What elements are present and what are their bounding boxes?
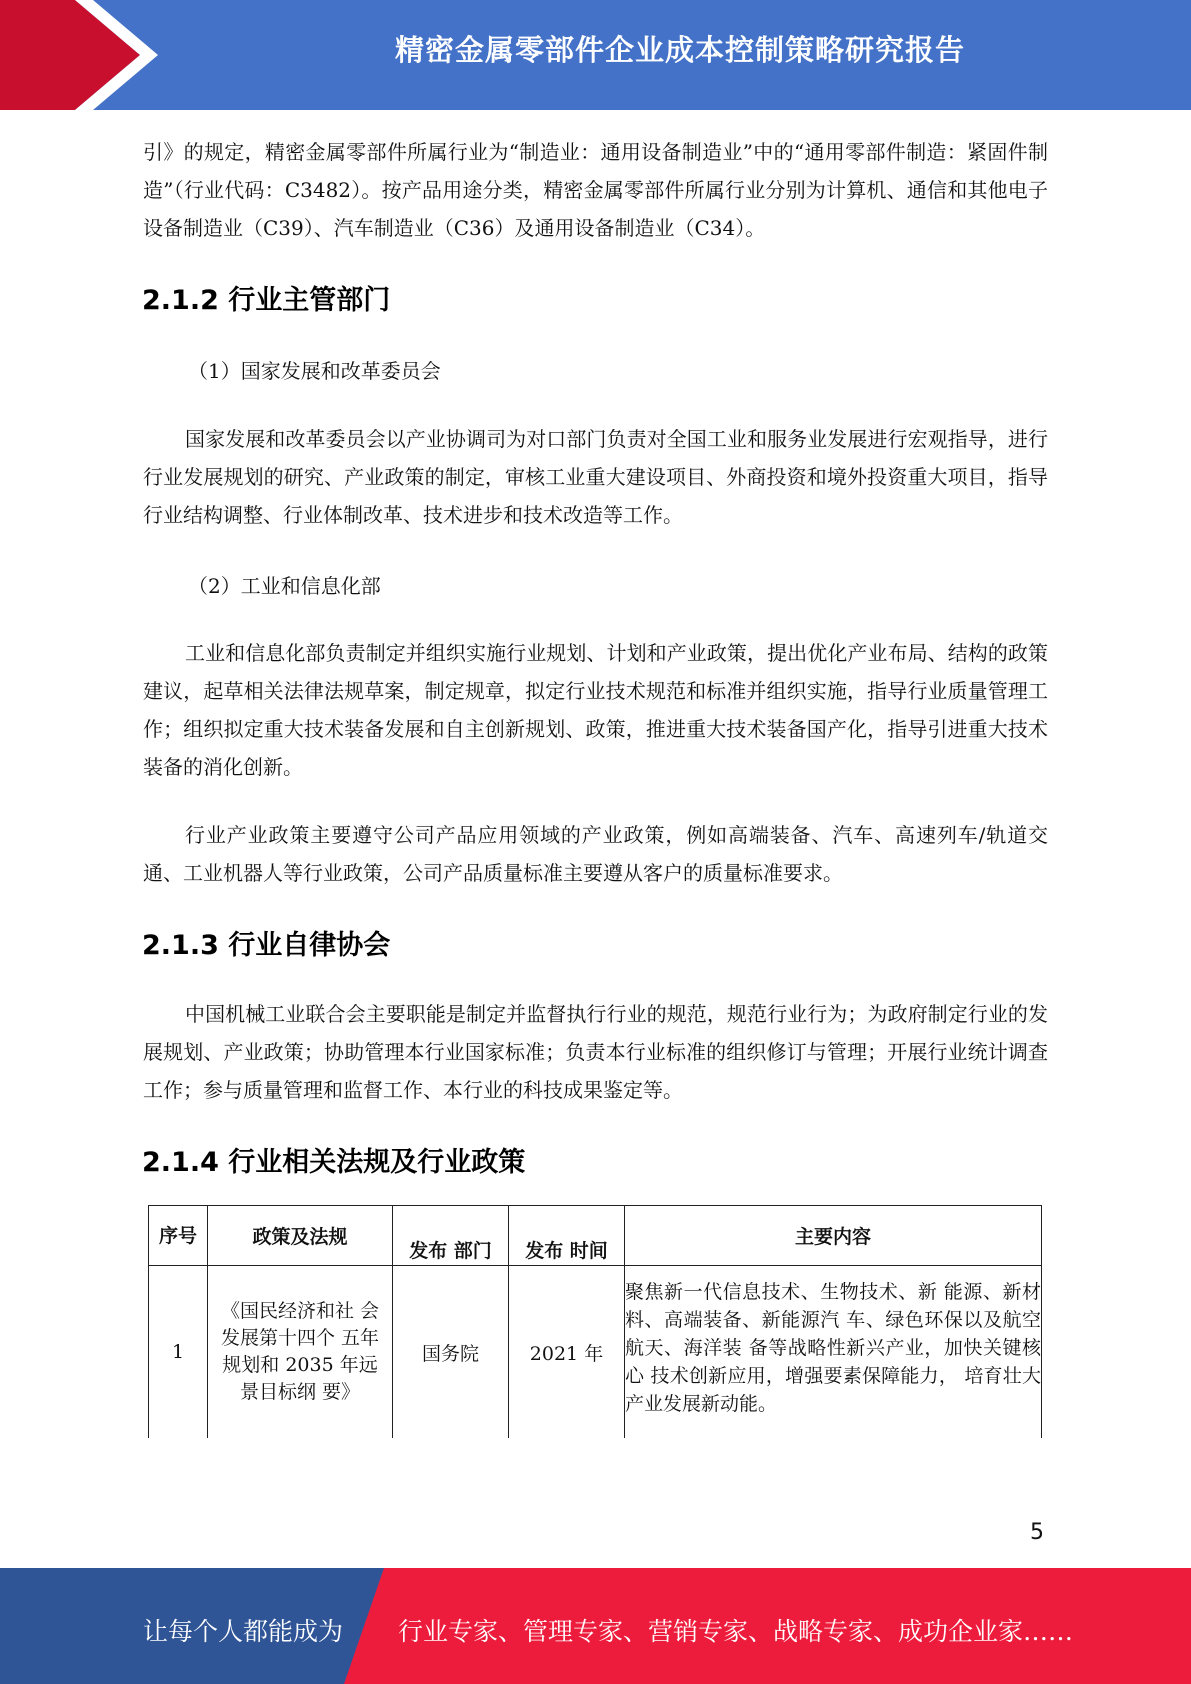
header-dept: 发布 部门 — [393, 1206, 509, 1266]
footer-slogan-right: 行业专家、管理专家、营销专家、战略专家、成功企业家…… — [398, 1617, 1074, 1646]
association-paragraph: 中国机械工业联合会主要职能是制定并监督执行行业的规范，规范行业行为；为政府制定行业的发展规划、产业政策；协助管理本行业国家标准；负责本行业标准的组织修订与管理；开展行业统计调查工作；参与质量管理和监督工作、本行业的科技成果鉴定等。 — [143, 1002, 1048, 1102]
report-title: 精密金属零部件企业成本控制策略研究报告 — [394, 33, 965, 67]
header-time: 发布 时间 — [509, 1206, 625, 1266]
cell-content: 聚焦新一代信息技术、生物技术、新 能源、新材料、高端装备、新能源汽 车、绿色环保以及航空航天、海洋装 备等战略性新兴产业，加快关键核心 技术创新应用，增强要素保障能力， 培育壮大产业发展新动能。 — [625, 1266, 1042, 1439]
page-number: 5 — [1030, 1520, 1044, 1545]
section-heading-2-1-3: 2.1.3 行业自律协会 — [142, 930, 391, 961]
cell-law: 《国民经济和社 会发展第十四个 五年规划和 2035 年远景目标纲 要》 — [208, 1266, 393, 1439]
policy-table — [148, 1205, 1042, 1438]
miit-paragraph: 工业和信息化部负责制定并组织实施行业规划、计划和产业政策，提出优化产业布局、结构的政策建议，起草相关法律法规草案，制定规章，拟定行业技术规范和标准并组织实施，指导行业质量管理工作；组织拟定重大技术装备发展和自主创新规划、政策，推进重大技术装备国产化，指导引进重大技术装备的消化创新。 — [143, 641, 1048, 779]
ndrc-paragraph: 国家发展和改革委员会以产业协调司为对口部门负责对全国工业和服务业发展进行宏观指导，进行行业发展规划的研究、产业政策的制定，审核工业重大建设项目、外商投资和境外投资重大项目，指导行业结构调整、行业体制改革、技术进步和技术改造等工作。 — [143, 427, 1048, 527]
header-law: 政策及法规 — [208, 1206, 393, 1266]
section-heading-2-1-4: 2.1.4 行业相关法规及行业政策 — [142, 1147, 526, 1178]
cell-time: 2021 年 — [509, 1266, 625, 1439]
table-row — [149, 1266, 1042, 1439]
footer-slogan-left: 让每个人都能成为 — [143, 1617, 344, 1646]
subheading-miit: （2）工业和信息化部 — [188, 574, 381, 598]
page-footer — [0, 1568, 1191, 1684]
industry-policy-paragraph: 行业产业政策主要遵守公司产品应用领域的产业政策，例如高端装备、汽车、高速列车/轨道交通、工业机器人等行业政策，公司产品质量标准主要遵从客户的质量标准要求。 — [143, 823, 1048, 885]
header-no: 序号 — [149, 1206, 208, 1266]
intro-paragraph: 引》的规定，精密金属零部件所属行业为“制造业：通用设备制造业”中的“通用零部件制造：紧固件制造”（行业代码：C3482）。按产品用途分类，精密金属零部件所属行业分别为计算机、通信和其他电子设备制造业（C39）、汽车制造业（C36）及通用设备制造业（C34）。 — [143, 140, 1048, 240]
subheading-ndrc: （1）国家发展和改革委员会 — [188, 359, 441, 383]
header-content: 主要内容 — [625, 1206, 1042, 1266]
cell-dept: 国务院 — [393, 1266, 509, 1439]
section-heading-2-1-2: 2.1.2 行业主管部门 — [142, 285, 391, 316]
page-header — [0, 0, 1191, 110]
cell-no: 1 — [149, 1266, 208, 1439]
table-header-row — [149, 1206, 1042, 1266]
